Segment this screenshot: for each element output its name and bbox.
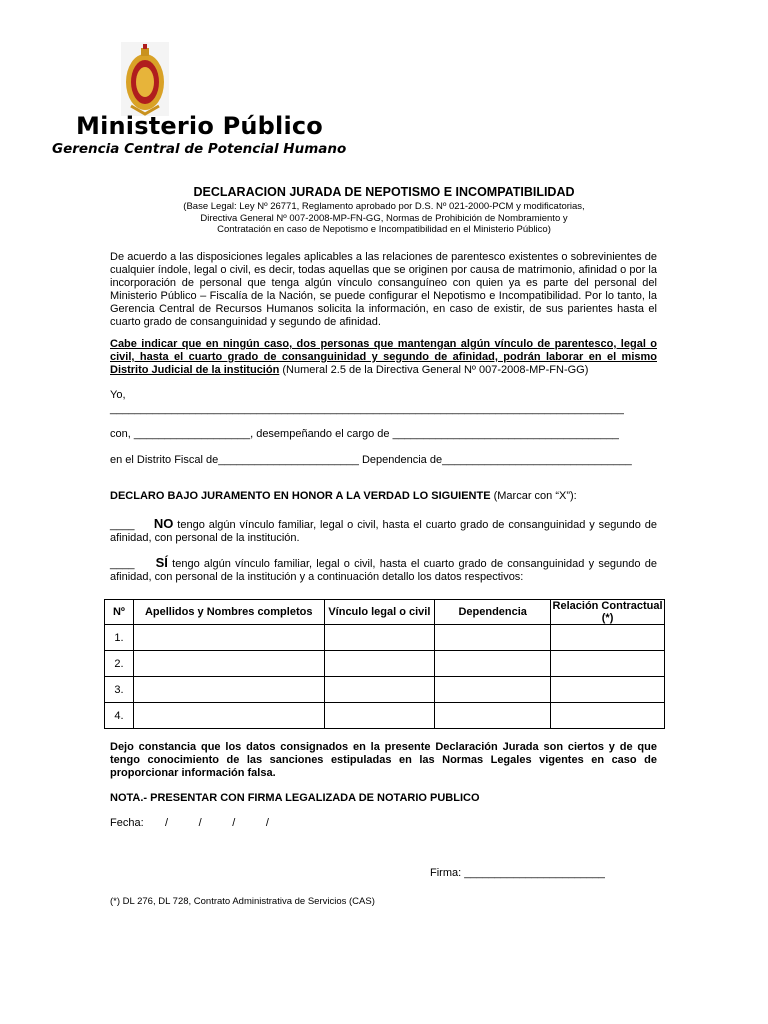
option-no-text: tengo algún vínculo familiar, legal o civil, hasta el cuarto grado de consanguinidad y segundo de afinidad, con personal de la institución. [110, 519, 657, 544]
name-cell[interactable] [133, 703, 324, 729]
signature-field[interactable]: Firma: _______________________ [430, 867, 605, 879]
intro-paragraph: De acuerdo a las disposiciones legales aplicables a las relaciones de parentesco existentes o sobrevinientes de cualquier índole, legal o civil, es decir, todas aquellas que se originen por causa de matrimonio, afinidad o por la incorporación de personal que tenga algún vínculo consanguíneo con quien ya es parte del personal del Ministerio Público – Fiscalía de la Nación, se puede configurar el Nepotismo e Incompatibilidad. Por lo tanto, la Gerencia Central de Recursos Humanos solicita la información, en caso de existir, de sus parientes hasta el cuarto grado de consanguinidad y segundo de afinidad. [110, 251, 657, 328]
option-si-key: SÍ [155, 555, 168, 570]
relationship-cell[interactable] [324, 677, 435, 703]
declaration-statement: Dejo constancia que los datos consignados en la presente Declaración Jurada son ciertos y de que tengo conocimiento de las sanciones estipuladas en las Normas Legales vigentes en caso de proporcionar información falsa. [110, 741, 657, 779]
table-row [105, 703, 665, 729]
name-cell[interactable] [133, 625, 324, 651]
legal-basis-line: Contratación en caso de Nepotismo e Incompatibilidad en el Ministerio Público) [217, 224, 551, 235]
dependency-cell[interactable] [435, 625, 551, 651]
document-title: DECLARACION JURADA DE NEPOTISMO E INCOMPATIBILIDAD [193, 185, 575, 199]
option-no [110, 518, 657, 545]
dependency-cell[interactable] [435, 651, 551, 677]
option-si-checkbox[interactable]: ____ [110, 558, 156, 570]
position-field-row[interactable]: con, ___________________, desempeñando el cargo de _____________________________________ [110, 428, 619, 440]
column-header-number: Nº [105, 600, 134, 625]
option-si-text: tengo algún vínculo familiar, legal o civil, hasta el cuarto grado de consanguinidad y segundo de afinidad, con personal de la institución y a continuación detallo los datos respectivos: [110, 558, 657, 583]
table-row [105, 625, 665, 651]
dependency-cell[interactable] [435, 677, 551, 703]
column-header-contract: Relación Contractual (*) [552, 600, 663, 624]
yo-label: Yo, [110, 389, 126, 401]
name-cell[interactable] [133, 651, 324, 677]
column-header-relationship: Vínculo legal o civil [324, 600, 435, 625]
notice-reference: (Numeral 2.5 de la Directiva General Nº 007-2008-MP-FN-GG) [279, 363, 589, 376]
declaration-heading-bold: DECLARO BAJO JURAMENTO EN HONOR A LA VERDAD LO SIGUIENTE [110, 490, 491, 502]
name-field[interactable]: ____________________________________________________________________________________ [110, 403, 624, 415]
table-header-row [105, 600, 665, 625]
legal-basis-line: (Base Legal: Ley Nº 26771, Reglamento aprobado por D.S. Nº 021-2000-PCM y modificatorias, [183, 201, 585, 212]
table-row [105, 651, 665, 677]
contract-cell[interactable] [551, 677, 665, 703]
institution-seal [121, 42, 169, 116]
organization-subtitle: Gerencia Central de Potencial Humano [52, 141, 347, 157]
seal-emblem-icon [121, 42, 169, 116]
row-number: 4. [105, 703, 134, 729]
contract-cell[interactable] [551, 625, 665, 651]
declaration-heading [110, 490, 577, 502]
notice-underlined-text: Cabe indicar que en ningún caso, dos personas que mantengan algún vínculo de parentesco, legal o civil, hasta el cuarto grado de consanguinidad y segundo de afinidad, podrán laborar en el mismo Distrito Judicial de la institución [110, 338, 657, 376]
contract-cell[interactable] [551, 703, 665, 729]
contract-cell[interactable] [551, 651, 665, 677]
dependency-cell[interactable] [435, 703, 551, 729]
row-number: 2. [105, 651, 134, 677]
notary-note: NOTA.- PRESENTAR CON FIRMA LEGALIZADA DE NOTARIO PUBLICO [110, 792, 480, 804]
table-row [105, 677, 665, 703]
organization-title: Ministerio Público [76, 112, 323, 140]
row-number: 3. [105, 677, 134, 703]
option-no-checkbox[interactable]: ____ [110, 519, 154, 531]
option-si [110, 557, 657, 584]
district-dependency-row[interactable]: en el Distrito Fiscal de_______________________ Dependencia de_______________________________ [110, 454, 632, 466]
name-cell[interactable] [133, 677, 324, 703]
legal-basis [150, 201, 618, 236]
column-header-dependency: Dependencia [435, 600, 551, 625]
option-no-key: NO [153, 516, 174, 531]
relationship-cell[interactable] [324, 625, 435, 651]
legal-basis-line: Directiva General Nº 007-2008-MP-FN-GG, Normas de Prohibición de Nombramiento y [200, 212, 568, 224]
row-number: 1. [105, 625, 134, 651]
notice-paragraph [110, 338, 657, 377]
column-header-name: Apellidos y Nombres completos [133, 600, 324, 625]
relationship-cell[interactable] [324, 651, 435, 677]
relatives-table [104, 599, 665, 729]
relationship-cell[interactable] [324, 703, 435, 729]
date-field[interactable]: Fecha: / / / / [110, 817, 269, 829]
declaration-hint: (Marcar con “X”): [490, 490, 577, 502]
footnote: (*) DL 276, DL 728, Contrato Administrativa de Servicios (CAS) [110, 896, 375, 907]
